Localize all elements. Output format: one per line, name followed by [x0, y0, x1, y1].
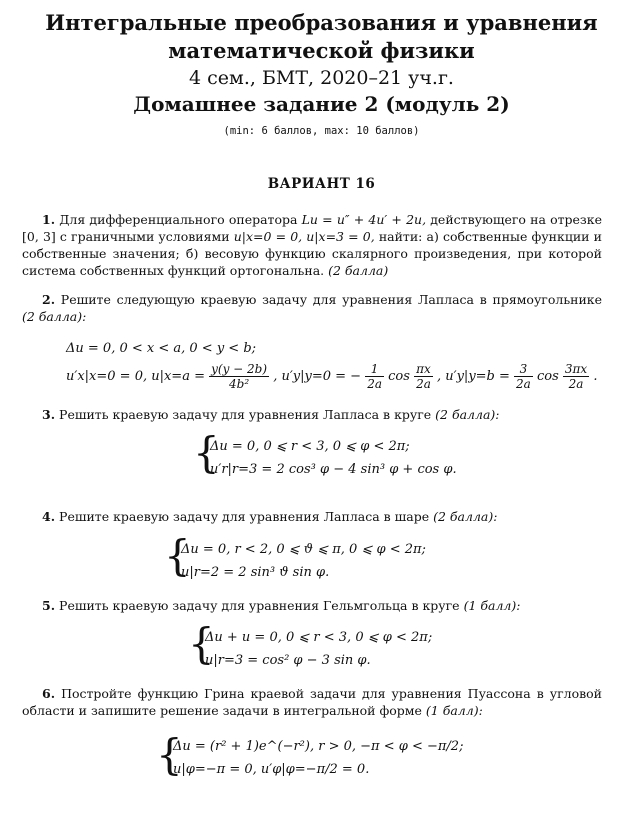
- equation: Δu = 0, 0 ⩽ r < 3, 0 ⩽ φ < 2π;: [210, 439, 410, 454]
- problem-1: [22, 211, 602, 279]
- problem-text: найти: а) собственные функции и собственные значения; б) весовую функцию скалярного произведения, при которой система собственных функций ортогональна.: [22, 229, 602, 278]
- problem-number: 5.: [42, 598, 56, 613]
- problem-points: (2 балла): [328, 263, 389, 278]
- problem-points: (2 балла):: [435, 407, 500, 422]
- variant-heading: ВАРИАНТ 16: [267, 176, 376, 192]
- score-range: (min: 6 баллов, max: 10 баллов): [223, 125, 420, 137]
- fraction: $\frac{y(y - 2b)}{\text{4b²}}$: [211, 362, 268, 391]
- system-brace: {: [193, 428, 220, 477]
- title-line-2: математической физики: [168, 38, 475, 63]
- equation-part: .: [593, 369, 598, 384]
- equation-part: u′x|x=0 = 0, u|x=a =: [66, 369, 205, 384]
- problem-4: [22, 508, 602, 525]
- problem-text: Постройте функцию Грина краевой задачи для уравнения Пуассона в угловой области и запишите решение задачи в интегральной форме: [22, 686, 602, 718]
- equation-part: , u′y|y=b =: [437, 369, 510, 384]
- system-brace: {: [188, 619, 215, 668]
- fraction: $\frac{\pi x}{2a}$: [416, 362, 431, 391]
- equation: Δu = (r² + 1)e^(−r²), r > 0, −π < φ < −π/2;: [173, 739, 464, 754]
- equation: Δu = 0, 0 < x < a, 0 < y < b;: [66, 341, 257, 356]
- problem-number: 1.: [42, 212, 56, 227]
- operator-formula: Lu = u″ + 4u′ + 2u,: [301, 212, 427, 227]
- fraction: $\frac{3\pi x}{2a}$: [564, 362, 588, 391]
- equation: [66, 362, 597, 391]
- system-brace: {: [156, 730, 183, 779]
- equation: u|φ=−π = 0, u′φ|φ=−π/2 = 0.: [173, 762, 370, 777]
- equation: Δu = 0, r < 2, 0 ⩽ ϑ ⩽ π, 0 ⩽ φ < 2π;: [181, 542, 426, 557]
- problem-text: Решить краевую задачу для уравнения Лапласа в круге: [59, 407, 432, 422]
- problem-points: (2 балла):: [22, 309, 87, 324]
- problem-2: [22, 291, 602, 325]
- problem-text: Решить краевую задачу для уравнения Гельмгольца в круге: [59, 598, 460, 613]
- problem-points: (1 балл):: [463, 598, 521, 613]
- problem-5: [22, 597, 602, 614]
- problem-6: [22, 685, 602, 719]
- assignment-title: Домашнее задание 2 (модуль 2): [133, 92, 510, 116]
- problem-points: (1 балл):: [425, 703, 483, 718]
- problem-text: действующего на отрезке [0, 3] с граничными условиями: [22, 212, 602, 244]
- equation: Δu + u = 0, 0 ⩽ r < 3, 0 ⩽ φ < 2π;: [205, 630, 433, 645]
- problem-number: 4.: [42, 509, 56, 524]
- problem-text: Для дифференциального оператора: [59, 212, 298, 227]
- equation-part: cos: [536, 369, 559, 384]
- problem-text: Решите следующую краевую задачу для уравнения Лапласа в прямоугольнике: [60, 292, 602, 307]
- problem-3: [22, 406, 602, 423]
- equation-part: cos: [388, 369, 410, 384]
- boundary-conditions: u|x=0 = 0, u|x=3 = 0,: [233, 229, 375, 244]
- problem-number: 6.: [42, 686, 56, 701]
- problem-number: 2.: [42, 292, 56, 307]
- fraction: $\frac{1}{2a}$: [367, 362, 382, 391]
- title-line-1: Интегральные преобразования и уравнения: [45, 10, 598, 35]
- problem-points: (2 балла):: [433, 509, 498, 524]
- equation: u′r|r=3 = 2 cos³ φ − 4 sin³ φ + cos φ.: [210, 462, 457, 477]
- equation: u|r=3 = cos² φ − 3 sin φ.: [205, 653, 371, 668]
- fraction: $\frac{3}{2a}$: [516, 362, 531, 391]
- system-brace: {: [164, 531, 191, 580]
- equation: u|r=2 = 2 sin³ ϑ sin φ.: [181, 565, 330, 580]
- equation-part: , u′y|y=0 = −: [273, 369, 362, 384]
- problem-text: Решите краевую задачу для уравнения Лапласа в шаре: [59, 509, 430, 524]
- problem-number: 3.: [42, 407, 56, 422]
- course-info: 4 сем., БМТ, 2020–21 уч.г.: [189, 67, 454, 89]
